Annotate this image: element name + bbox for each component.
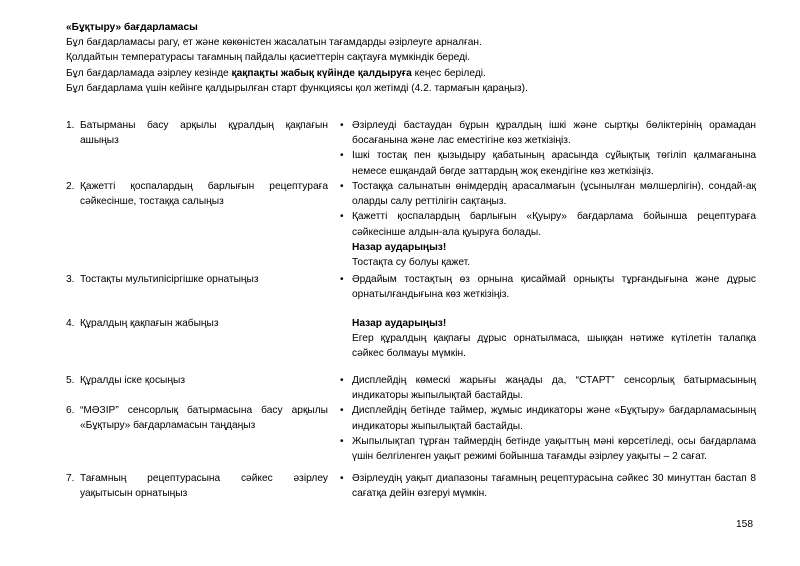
step-notes	[338, 118, 756, 179]
step-text: Құралдың қақпағын жабыңыз	[80, 318, 219, 329]
bullet-icon: •	[340, 150, 344, 162]
step-instruction	[66, 403, 328, 433]
step-instruction	[66, 272, 328, 287]
step-instruction	[66, 179, 328, 209]
bullet-text: Тостаққа салынатын өнімдердің арасалмағын (ұсынылған мөлшерлігін), сондай-ақ оларды салу реттілігін сақтаңыз.	[352, 181, 756, 208]
bullet-icon: •	[340, 120, 344, 131]
bullet-icon: •	[340, 375, 344, 386]
step-text: Құралды іске қосыңыз	[80, 375, 185, 386]
bullet-icon: •	[340, 405, 344, 417]
step-notes	[338, 316, 756, 362]
step-notes	[338, 179, 756, 270]
intro-line-emphasis: қақпақты жабық күйінде қалдыруға	[231, 67, 412, 79]
step-notes	[338, 373, 756, 464]
bullet-text: Дисплейдің көмескі жарығы жаңады да, “СТАРТ” сенсорлық батырмасының индикаторы жыпылықтай бастайды.	[352, 375, 756, 402]
step-text: Тостақты мультипісіргішке орнатыңыз	[80, 274, 259, 285]
step-number: 3.	[66, 274, 75, 285]
bullet-item	[338, 272, 756, 302]
bullet-item	[338, 403, 756, 433]
bullet-item	[338, 373, 756, 403]
step-number: 4.	[66, 318, 75, 329]
bullet-item	[338, 471, 756, 501]
bullet-text: Қажетті қоспалардың барлығын «Қуыру» бағдарлама бойынша рецептураға сәйкесінше алдын-ала қуыруға болады.	[352, 211, 756, 238]
intro-line-text: кеңес беріледі.	[411, 67, 486, 79]
section-title: «Бұқтыру» бағдарламасы	[66, 22, 198, 33]
bullet-icon: •	[340, 473, 344, 484]
bullet-item	[338, 118, 756, 148]
bullet-item	[338, 434, 756, 464]
step-text: Тағамның рецептурасына сәйкес әзірлеу уақытысын орнатыңыз	[80, 473, 328, 500]
bullet-text: Әзірлеудің уақыт диапазоны тағамның рецептурасына сәйкес 30 минуттан бастап 8 сағатқа дейін өзгеруі мүмкін.	[352, 473, 756, 500]
step-instruction	[66, 118, 328, 148]
bullet-icon: •	[340, 274, 344, 285]
warning-text: Егер құралдың қақпағы дұрыс орнатылмаса, шыққан нәтиже күтілетін талапқа сәйкес болмауы мүмкін.	[352, 333, 756, 360]
intro-line: Бұл бағдарламасы рагу, ет және көкөністен жасалатын тағамдарды әзірлеуге арналған.	[66, 37, 482, 49]
intro-line-text: Бұл бағдарламада әзірлеу кезінде	[66, 67, 232, 79]
step-notes	[338, 471, 756, 501]
bullet-text: Дисплейдің бетінде таймер, жұмыс индикаторы және «Бұқтыру» бағдарламасының индикаторы жыпылықтай бастайды.	[352, 405, 756, 432]
step-instruction	[66, 316, 328, 331]
step-text: “МӘЗІР” сенсорлық батырмасына басу арқылы «Бұқтыру» бағдарламасын таңдаңыз	[80, 405, 328, 432]
step-instruction	[66, 471, 328, 501]
page-number: 158	[736, 519, 753, 530]
step-number: 6.	[66, 405, 75, 416]
bullet-text: Жыпылықтап тұрған таймердің бетінде уақыттың мәні көрсетіледі, осы бағдарлама үшін белгіленген уақыт режимі бойынша тағамды әзірлеу уақыты – 2 сағат.	[352, 435, 756, 463]
bullet-icon: •	[340, 181, 344, 192]
step-number: 1.	[66, 120, 75, 131]
program-intro	[66, 20, 756, 96]
bullet-text: Ішкі тостақ пен қызыдыру қабатының арасында сұйықтық төгіліп қалмағанына немесе ешқандай бөгде заттардың жоқ екендігіне көз жеткізіңіз.	[352, 150, 756, 177]
bullet-text: Әрдайым тостақтың өз орнына қисаймай орнықты тұрғандығына және дұрыс орнатылғандығына көз жеткізіңіз.	[352, 274, 756, 301]
intro-line	[66, 66, 756, 81]
bullet-item	[338, 179, 756, 209]
step-instruction	[66, 373, 328, 388]
bullet-icon: •	[340, 435, 344, 447]
step-number: 2.	[66, 181, 75, 192]
bullet-icon: •	[340, 211, 344, 223]
step-text: Қажетті қоспалардың барлығын рецептураға сәйкесінше, тостаққа салыңыз	[80, 181, 328, 208]
step-number: 5.	[66, 375, 75, 386]
warning-text: Тостақта су болуы қажет.	[352, 257, 471, 269]
bullet-item	[338, 209, 756, 239]
intro-line: Бұл бағдарлама үшін кейінге қалдырылған старт функциясы қол жетімді (4.2. тармағын қараңыз).	[66, 82, 528, 94]
step-number: 7.	[66, 473, 75, 484]
warning-heading: Назар аударыңыз!	[352, 241, 447, 253]
warning-heading: Назар аударыңыз!	[352, 318, 447, 329]
step-notes	[338, 272, 756, 302]
intro-line: Қолдайтын температурасы тағамның пайдалы қасиеттерін сақтауға мүмкіндік береді.	[66, 52, 471, 64]
step-text: Батырманы басу арқылы құралдың қақпағын ашыңыз	[80, 120, 328, 147]
bullet-text: Әзірлеуді бастаудан бұрын құралдың ішкі және сыртқы бөліктерінің орамадан босағанына және лас еместігіне көз жеткізіңіз.	[352, 120, 756, 147]
bullet-item	[338, 148, 756, 178]
